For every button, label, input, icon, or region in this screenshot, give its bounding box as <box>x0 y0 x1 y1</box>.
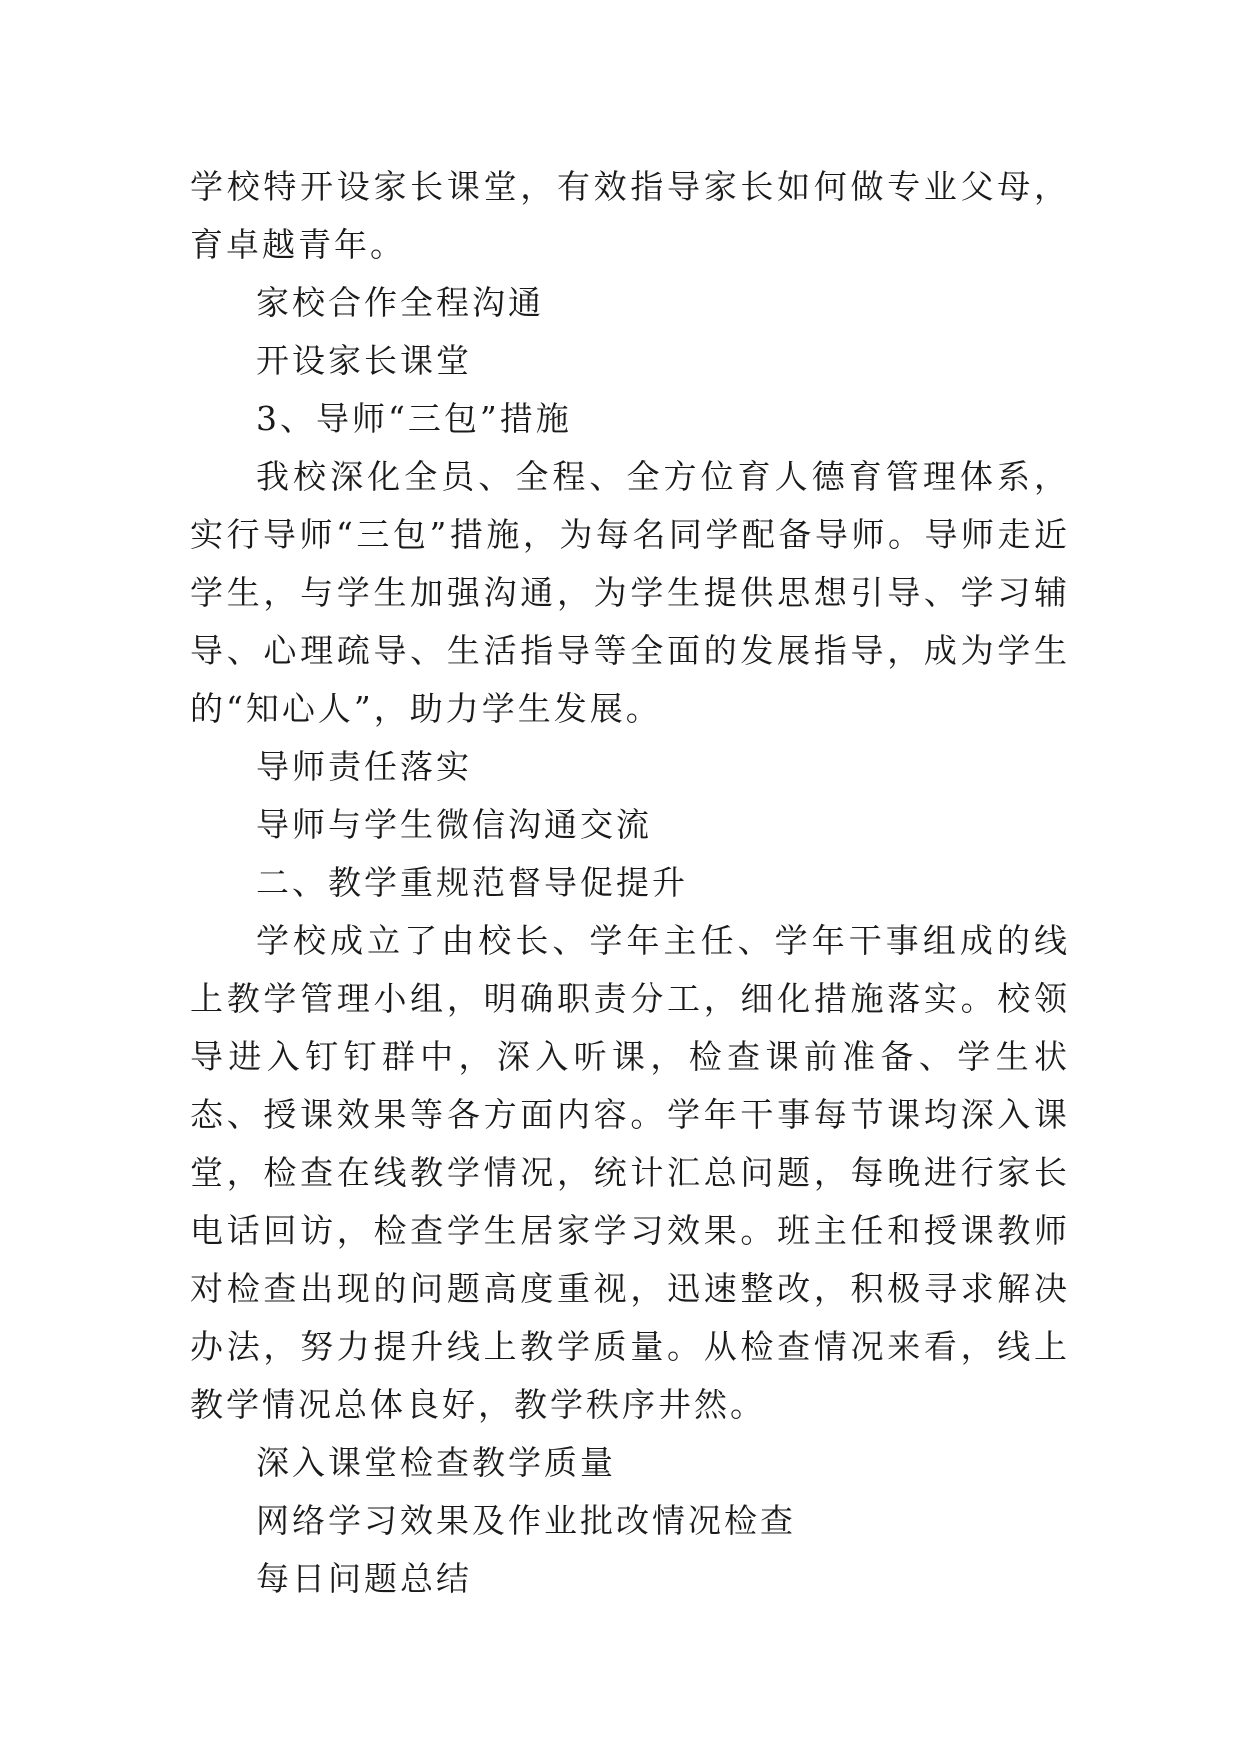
paragraph-teaching-supervision: 学校成立了由校长、学年主任、学年干事组成的线上教学管理小组，明确职责分工，细化措施落实。校领导进入钉钉群中，深入听课，检查课前准备、学生状态、授课效果等各方面内容。学年干事每节课均深入课堂，检查在线教学情况，统计汇总问题，每晚进行家长电话回访，检查学生居家学习效果。班主任和授课教师对检查出现的问题高度重视，迅速整改，积极寻求解决办法，努力提升线上教学质量。从检查情况来看，线上教学情况总体良好，教学秩序井然。 <box>190 921 1070 1424</box>
section-heading-mentor-measures: 3、导师“三包”措施 <box>256 399 572 438</box>
section-heading-teaching-supervision: 二、教学重规范督导促提升 <box>256 863 688 902</box>
caption-mentor-responsibility: 导师责任落实 <box>256 747 472 786</box>
caption-mentor-wechat: 导师与学生微信沟通交流 <box>256 805 652 844</box>
caption-daily-summary: 每日问题总结 <box>256 1559 472 1598</box>
paragraph-parent-class-intro: 学校特开设家长课堂，有效指导家长如何做专业父母，育卓越青年。 <box>190 167 1070 264</box>
paragraph-mentor-measures: 我校深化全员、全程、全方位育人德育管理体系，实行导师“三包”措施，为每名同学配备导师。导师走近学生，与学生加强沟通，为学生提供思想引导、学习辅导、心理疏导、生活指导等全面的发展指导，成为学生的“知心人”，助力学生发展。 <box>190 457 1070 728</box>
caption-homework-check: 网络学习效果及作业批改情况检查 <box>256 1501 796 1540</box>
caption-classroom-check: 深入课堂检查教学质量 <box>256 1443 616 1482</box>
caption-home-school-cooperation: 家校合作全程沟通 <box>256 283 544 322</box>
document-body <box>190 158 1070 1608</box>
caption-parent-class: 开设家长课堂 <box>256 341 472 380</box>
